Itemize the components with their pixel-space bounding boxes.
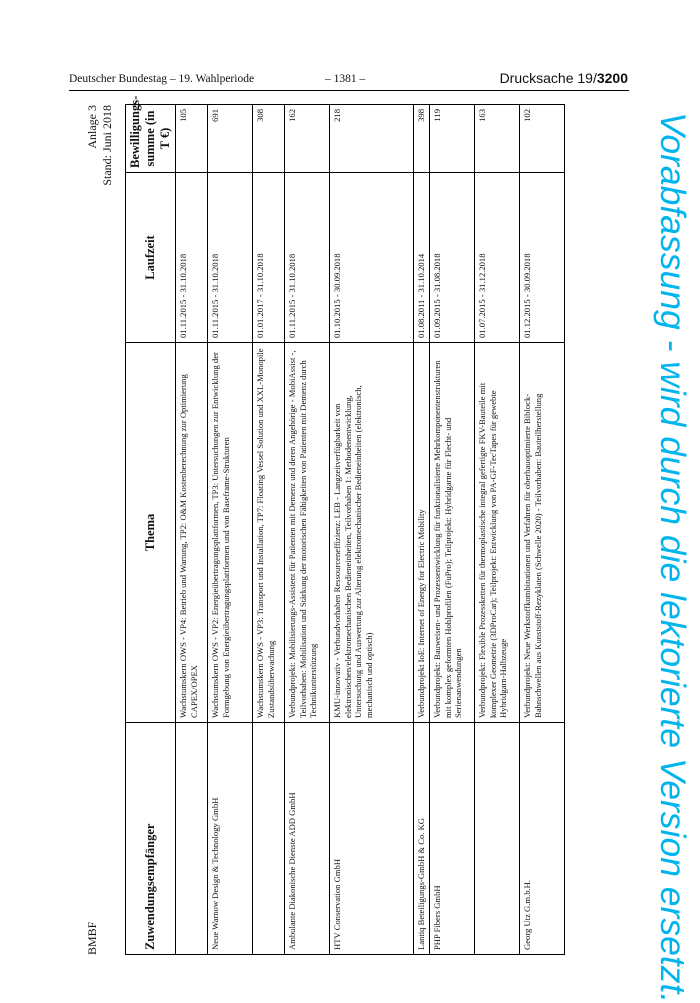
header-divider [69, 90, 629, 91]
draft-watermark: Vorabfassung - wird durch die lektorierte Version ersetzt. [653, 112, 693, 1003]
cell-duration: 01.09.2015 - 31.08.2018 [430, 173, 475, 343]
cell-topic: Verbundprojekt: Bauweisen- und Prozessentwicklung für funktionalisierte Mehrkomponentenstrukturen mit komplex geformten Hohlprofilen (FuPro); Teilprojekt: Hybridgarne für Flecht- und Serienanwendungen [430, 343, 475, 723]
cell-topic: Verbundprojekt: Neue Werkstoffkombinationen und Verfahren für oberbauoptimierte Biblock-Bahnschwellen aus Kunststoff-Rezyklaten (Schwelle 2020) - Teilvorhaben: Bauteilherstellung [520, 343, 565, 723]
table-row [176, 105, 208, 955]
table-row [520, 105, 565, 955]
cell-duration: 01.11.2015 - 31.10.2018 [285, 173, 330, 343]
cell-recipient: Ambulante Diakonische Dienste ADD GmbH [285, 723, 330, 955]
table-row [285, 105, 330, 955]
cell-amount: 308 [253, 105, 285, 173]
annex-number: Anlage 3 [85, 105, 99, 149]
cell-recipient: PHP Fibers GmbH [430, 723, 475, 955]
cell-duration: 01.11.2015 - 31.10.2018 [208, 173, 253, 343]
header-recipient: Zuwendungsempfänger [126, 723, 176, 955]
cell-topic: Verbundprojekt: Flexible Prozessketten für thermoplastische integral gefertigte FKV-Bauteile mit komplexer Geometrie (3DProCar); Teilprojekt: Entwicklung von PA-GF-TecTapes für gewebte Hybridgarn-Halbzeuge [475, 343, 520, 723]
document-number [500, 70, 628, 86]
cell-duration: 01.08.2011 - 31.10.2014 [414, 173, 430, 343]
cell-recipient: Neue Warnow Design & Technology GmbH [208, 723, 253, 955]
running-header-left: Deutscher Bundestag – 19. Wahlperiode [69, 73, 255, 85]
table-row [430, 105, 475, 955]
cell-duration: 01.10.2015 - 30.09.2018 [330, 173, 414, 343]
table-row [330, 105, 414, 955]
cell-recipient: HTV Conservation GmbH [330, 723, 414, 955]
rotated-page-content [85, 95, 635, 955]
cell-topic: Wachstumskern OWS - VP4: Betrieb und Wartung, TP2: O&M Kostenberechnung zur Optimierung CAPEX/OPEX [176, 343, 208, 723]
cell-amount: 163 [475, 105, 520, 173]
cell-recipient [475, 723, 520, 955]
cell-amount: 398 [414, 105, 430, 173]
cell-topic: KMU-innovativ - Verbundvorhaben Ressourceneffizienz: LEB - Langzeitverfügbarkeit von elektronischen/elektromechanischen Bedieneinheiten, Teilvorhaben 1: Methodenentwicklung, Untersuchung und Auswertung zur Alterung elektromechanischer Bedieneinheiten (elektronisch, mechanisch und optisch) [330, 343, 414, 723]
cell-topic: Verbundprojekt: Mobilisierungs-Assistent für Patienten mit Demenz und deren Angehörige - MobiAssist -, Teilvorhaben: Mobilisation und Stärkung der motorischen Fähigkeiten von Patienten mit Demenz durch Technikunterstützung [285, 343, 330, 723]
annex-info [85, 105, 115, 186]
cell-recipient: Georg Utz G.m.b.H. [520, 723, 565, 955]
cell-recipient [253, 723, 285, 955]
annex-date: Stand: Juni 2018 [100, 105, 114, 186]
cell-amount: 102 [520, 105, 565, 173]
cell-duration: 01.01.2017 - 31.10.2018 [253, 173, 285, 343]
table-row [253, 105, 285, 955]
cell-duration: 01.11.2015 - 31.10.2018 [176, 173, 208, 343]
cell-topic: Wachstumskern OWS - VP3: Transport und Installation, TP7: Floating Vessel Solution und XXL-Monopile Zustandsüberwachung [253, 343, 285, 723]
cell-amount: 691 [208, 105, 253, 173]
header-topic: Thema [126, 343, 176, 723]
cell-recipient: Lantiq Beteiligungs-GmbH & Co. KG [414, 723, 430, 955]
header-duration: Laufzeit [126, 173, 176, 343]
ministry-label: BMBF [85, 921, 99, 955]
cell-duration: 01.07.2015 - 31.12.2018 [475, 173, 520, 343]
cell-recipient [176, 723, 208, 955]
table-row [414, 105, 430, 955]
table-row [208, 105, 253, 955]
cell-amount: 105 [176, 105, 208, 173]
grant-table [125, 95, 565, 955]
table-row [475, 105, 520, 955]
cell-topic: Verbundprojekt IoE: Internet of Energy for Electric Mobility [414, 343, 430, 723]
page-number: – 1381 – [325, 73, 366, 85]
table-header-row [126, 105, 176, 955]
cell-amount: 218 [330, 105, 414, 173]
cell-topic: Wachstumskern OWS - VP2: Energieübertragungsplattformen, TP3: Untersuchungen zur Entwicklung der Formgebung von Energieübertragungsplattformen und von Baseframe-Strukturen [208, 343, 253, 723]
document-number-prefix: Drucksache 19/ [499, 70, 597, 86]
header-amount: Bewilligungs-summe (in T €) [126, 105, 176, 173]
document-number-bold: 3200 [596, 70, 628, 86]
cell-amount: 119 [430, 105, 475, 173]
cell-amount: 162 [285, 105, 330, 173]
cell-duration: 01.12.2015 - 30.09.2018 [520, 173, 565, 343]
